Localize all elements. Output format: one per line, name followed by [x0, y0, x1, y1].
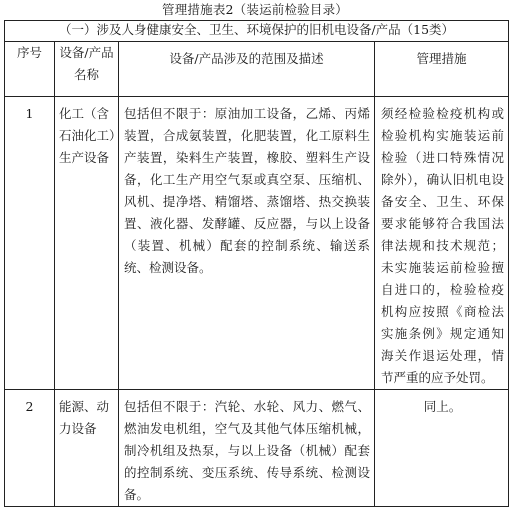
- table-caption: 管理措施表2（装运前检验目录）: [162, 2, 348, 17]
- table-row: [5, 97, 509, 390]
- table-row: [5, 390, 509, 507]
- column-header-number: 序号: [5, 42, 55, 97]
- row-measure: 同上。: [375, 390, 509, 507]
- row-number: 1: [5, 97, 55, 390]
- row-number: 2: [5, 390, 55, 507]
- row-measure: 须经检验检疫机构或检验机构实施装运前检验（进口特殊情况除外），确认旧机电设备安全、卫生、环保要求能够符合我国法律法规和技术规范；未实施装运前检验擅自进口的，检验检疫机构应按照《商检法实施条例》规定通知海关作退运处理，情节严重的应予处罚。: [375, 97, 509, 390]
- row-range-description: 包括但不限于：原油加工设备，乙烯、丙烯装置，合成氨装置，化肥装置，化工原料生产装置，染料生产装置，橡胶、塑料生产设备，化工生产用空气泵或真空泵、压缩机、风机、提净塔、精馏塔、蒸馏塔、热交换装置、液化器、发酵罐、反应器，与以上设备（装置、机械）配套的控制系统、输送系统、检测设备。: [119, 97, 375, 390]
- column-header-row: [5, 42, 509, 97]
- column-header-category: 设备/产品名称: [55, 42, 119, 97]
- section-title: （一）涉及人身健康安全、卫生、环境保护的旧机电设备/产品（15类）: [5, 21, 509, 42]
- row-category: 能源、动力设备: [55, 390, 119, 507]
- inspection-catalog-table: [4, 20, 509, 507]
- row-category: 化工（含石油化工）生产设备: [55, 97, 119, 390]
- row-range-description: 包括但不限于：汽轮、水轮、风力、燃气、燃油发电机组，空气及其他气体压缩机械，制冷机组及热泵，与以上设备（机械）配套的控制系统、变压系统、传导系统、检测设备。: [119, 390, 375, 507]
- column-header-measure: 管理措施: [375, 42, 509, 97]
- section-header-row: [5, 21, 509, 42]
- column-header-range: 设备/产品涉及的范围及描述: [119, 42, 375, 97]
